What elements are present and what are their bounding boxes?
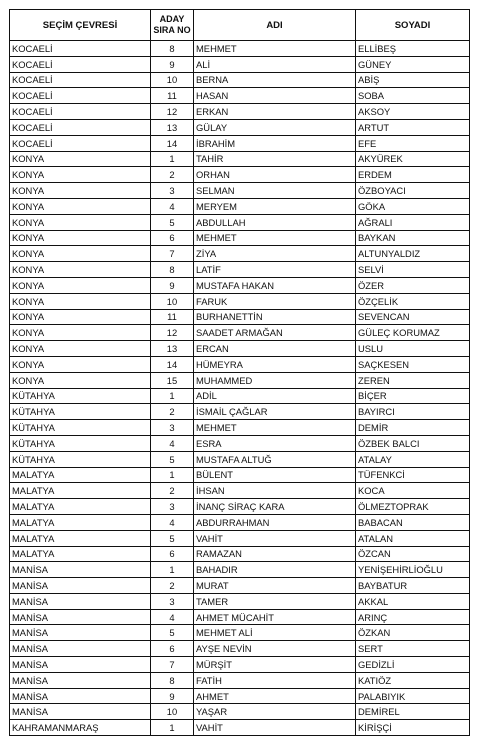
cell-adi: LATİF <box>194 262 356 278</box>
cell-soyadi: ATALAN <box>356 530 470 546</box>
cell-secim-cevresi: KONYA <box>10 277 151 293</box>
cell-sira-no: 3 <box>151 183 194 199</box>
cell-secim-cevresi: KAHRAMANMARAŞ <box>10 720 151 736</box>
table-row <box>10 41 470 57</box>
table-row <box>10 420 470 436</box>
cell-soyadi: ARINÇ <box>356 609 470 625</box>
cell-secim-cevresi: KONYA <box>10 356 151 372</box>
table-row <box>10 435 470 451</box>
cell-adi: İNANÇ SİRAÇ KARA <box>194 499 356 515</box>
cell-adi: BÜLENT <box>194 467 356 483</box>
table-row <box>10 356 470 372</box>
table-row <box>10 609 470 625</box>
cell-adi: İBRAHİM <box>194 135 356 151</box>
cell-sira-no: 7 <box>151 246 194 262</box>
table-row <box>10 56 470 72</box>
cell-sira-no: 1 <box>151 467 194 483</box>
table-row <box>10 514 470 530</box>
cell-secim-cevresi: KONYA <box>10 183 151 199</box>
cell-adi: AHMET <box>194 688 356 704</box>
cell-adi: RAMAZAN <box>194 546 356 562</box>
cell-soyadi: ÖZKAN <box>356 625 470 641</box>
cell-soyadi: DEMİREL <box>356 704 470 720</box>
cell-adi: ORHAN <box>194 167 356 183</box>
table-row <box>10 499 470 515</box>
cell-soyadi: ABİŞ <box>356 72 470 88</box>
cell-sira-no: 3 <box>151 593 194 609</box>
cell-adi: FATİH <box>194 672 356 688</box>
cell-secim-cevresi: MANİSA <box>10 578 151 594</box>
cell-sira-no: 8 <box>151 672 194 688</box>
table-body <box>10 41 470 736</box>
cell-secim-cevresi: MANİSA <box>10 672 151 688</box>
cell-soyadi: DEMİR <box>356 420 470 436</box>
cell-sira-no: 11 <box>151 88 194 104</box>
cell-sira-no: 2 <box>151 404 194 420</box>
cell-soyadi: ZEREN <box>356 372 470 388</box>
header-row <box>10 10 470 41</box>
cell-sira-no: 13 <box>151 341 194 357</box>
cell-soyadi: BAYIRCI <box>356 404 470 420</box>
header-soyadi: SOYADI <box>356 10 470 41</box>
cell-sira-no: 4 <box>151 609 194 625</box>
table-row <box>10 135 470 151</box>
cell-secim-cevresi: MANİSA <box>10 641 151 657</box>
cell-secim-cevresi: MALATYA <box>10 499 151 515</box>
cell-secim-cevresi: KONYA <box>10 341 151 357</box>
cell-soyadi: ÖLMEZTOPRAK <box>356 499 470 515</box>
cell-sira-no: 14 <box>151 135 194 151</box>
table-row <box>10 404 470 420</box>
cell-sira-no: 2 <box>151 578 194 594</box>
cell-adi: MERYEM <box>194 198 356 214</box>
cell-soyadi: ÖZER <box>356 277 470 293</box>
cell-sira-no: 9 <box>151 688 194 704</box>
cell-secim-cevresi: KOCAELİ <box>10 104 151 120</box>
cell-adi: ZİYA <box>194 246 356 262</box>
cell-soyadi: KİRİŞÇİ <box>356 720 470 736</box>
cell-sira-no: 2 <box>151 483 194 499</box>
table-row <box>10 530 470 546</box>
cell-soyadi: ÖZBEK BALCI <box>356 435 470 451</box>
table-row <box>10 325 470 341</box>
cell-soyadi: TÜFENKCİ <box>356 467 470 483</box>
cell-adi: AYŞE NEVİN <box>194 641 356 657</box>
candidate-list-sheet <box>9 9 469 736</box>
cell-adi: BURHANETTİN <box>194 309 356 325</box>
cell-soyadi: SERT <box>356 641 470 657</box>
cell-soyadi: AKSOY <box>356 104 470 120</box>
cell-secim-cevresi: KONYA <box>10 230 151 246</box>
cell-soyadi: AĞRALI <box>356 214 470 230</box>
cell-soyadi: ATALAY <box>356 451 470 467</box>
cell-adi: ABDURRAHMAN <box>194 514 356 530</box>
cell-adi: İHSAN <box>194 483 356 499</box>
cell-soyadi: ÖZCAN <box>356 546 470 562</box>
cell-sira-no: 3 <box>151 499 194 515</box>
table-row <box>10 593 470 609</box>
cell-sira-no: 3 <box>151 420 194 436</box>
table-row <box>10 262 470 278</box>
cell-soyadi: GEDİZLİ <box>356 657 470 673</box>
cell-adi: VAHİT <box>194 720 356 736</box>
cell-sira-no: 2 <box>151 167 194 183</box>
cell-sira-no: 10 <box>151 293 194 309</box>
cell-secim-cevresi: KONYA <box>10 198 151 214</box>
cell-secim-cevresi: KONYA <box>10 293 151 309</box>
cell-sira-no: 12 <box>151 325 194 341</box>
cell-secim-cevresi: KOCAELİ <box>10 72 151 88</box>
cell-secim-cevresi: KONYA <box>10 167 151 183</box>
cell-sira-no: 5 <box>151 451 194 467</box>
cell-sira-no: 6 <box>151 641 194 657</box>
cell-sira-no: 8 <box>151 41 194 57</box>
table-row <box>10 198 470 214</box>
table-row <box>10 704 470 720</box>
cell-adi: İSMAİL ÇAĞLAR <box>194 404 356 420</box>
table-row <box>10 388 470 404</box>
cell-sira-no: 10 <box>151 704 194 720</box>
cell-secim-cevresi: KÜTAHYA <box>10 435 151 451</box>
table-row <box>10 372 470 388</box>
cell-soyadi: SAÇKESEN <box>356 356 470 372</box>
cell-secim-cevresi: KÜTAHYA <box>10 404 151 420</box>
cell-adi: MUSTAFA ALTUĞ <box>194 451 356 467</box>
table-row <box>10 467 470 483</box>
table-row <box>10 230 470 246</box>
cell-sira-no: 6 <box>151 546 194 562</box>
cell-sira-no: 10 <box>151 72 194 88</box>
cell-sira-no: 4 <box>151 435 194 451</box>
table-row <box>10 183 470 199</box>
cell-sira-no: 1 <box>151 720 194 736</box>
cell-adi: TAMER <box>194 593 356 609</box>
cell-soyadi: AKYÜREK <box>356 151 470 167</box>
table-row <box>10 578 470 594</box>
cell-sira-no: 4 <box>151 198 194 214</box>
cell-soyadi: BİÇER <box>356 388 470 404</box>
table-row <box>10 562 470 578</box>
cell-adi: ERKAN <box>194 104 356 120</box>
cell-sira-no: 9 <box>151 56 194 72</box>
cell-adi: MEHMET <box>194 230 356 246</box>
cell-soyadi: SOBA <box>356 88 470 104</box>
cell-secim-cevresi: KÜTAHYA <box>10 420 151 436</box>
cell-adi: TAHİR <box>194 151 356 167</box>
candidate-table <box>9 9 470 736</box>
cell-adi: FARUK <box>194 293 356 309</box>
cell-sira-no: 5 <box>151 214 194 230</box>
table-row <box>10 88 470 104</box>
cell-secim-cevresi: KOCAELİ <box>10 88 151 104</box>
cell-soyadi: AKKAL <box>356 593 470 609</box>
cell-sira-no: 13 <box>151 119 194 135</box>
table-row <box>10 104 470 120</box>
cell-adi: ALİ <box>194 56 356 72</box>
cell-secim-cevresi: KÜTAHYA <box>10 451 151 467</box>
cell-secim-cevresi: MALATYA <box>10 483 151 499</box>
table-row <box>10 277 470 293</box>
cell-adi: ADİL <box>194 388 356 404</box>
cell-secim-cevresi: MANİSA <box>10 609 151 625</box>
header-aday-line2: SIRA NO <box>153 25 191 35</box>
cell-adi: ERCAN <box>194 341 356 357</box>
cell-soyadi: YENİŞEHİRLİOĞLU <box>356 562 470 578</box>
cell-adi: MÜRŞİT <box>194 657 356 673</box>
header-aday-line1: ADAY <box>159 14 185 24</box>
cell-secim-cevresi: KOCAELİ <box>10 119 151 135</box>
cell-soyadi: BABACAN <box>356 514 470 530</box>
cell-soyadi: KOCA <box>356 483 470 499</box>
cell-soyadi: BAYBATUR <box>356 578 470 594</box>
cell-secim-cevresi: MALATYA <box>10 467 151 483</box>
cell-adi: HÜMEYRA <box>194 356 356 372</box>
cell-sira-no: 1 <box>151 562 194 578</box>
cell-secim-cevresi: MANİSA <box>10 562 151 578</box>
cell-adi: BAHADIR <box>194 562 356 578</box>
table-row <box>10 625 470 641</box>
cell-soyadi: ÖZÇELİK <box>356 293 470 309</box>
cell-sira-no: 9 <box>151 277 194 293</box>
cell-sira-no: 1 <box>151 151 194 167</box>
cell-soyadi: GÖKA <box>356 198 470 214</box>
cell-soyadi: ARTUT <box>356 119 470 135</box>
cell-secim-cevresi: KONYA <box>10 325 151 341</box>
cell-adi: MEHMET <box>194 420 356 436</box>
table-row <box>10 214 470 230</box>
cell-soyadi: GÜLEÇ KORUMAZ <box>356 325 470 341</box>
cell-soyadi: SELVİ <box>356 262 470 278</box>
cell-adi: YAŞAR <box>194 704 356 720</box>
header-secim-cevresi: SEÇİM ÇEVRESİ <box>10 10 151 41</box>
cell-secim-cevresi: MANİSA <box>10 625 151 641</box>
cell-secim-cevresi: MANİSA <box>10 657 151 673</box>
cell-secim-cevresi: MANİSA <box>10 688 151 704</box>
cell-sira-no: 7 <box>151 657 194 673</box>
cell-secim-cevresi: KONYA <box>10 214 151 230</box>
table-row <box>10 72 470 88</box>
cell-adi: VAHİT <box>194 530 356 546</box>
cell-secim-cevresi: KONYA <box>10 262 151 278</box>
table-row <box>10 641 470 657</box>
cell-adi: MUSTAFA HAKAN <box>194 277 356 293</box>
cell-adi: SAADET ARMAĞAN <box>194 325 356 341</box>
table-row <box>10 657 470 673</box>
cell-secim-cevresi: MALATYA <box>10 546 151 562</box>
cell-adi: SELMAN <box>194 183 356 199</box>
cell-adi: ABDULLAH <box>194 214 356 230</box>
cell-adi: MUHAMMED <box>194 372 356 388</box>
cell-sira-no: 12 <box>151 104 194 120</box>
cell-secim-cevresi: KONYA <box>10 151 151 167</box>
table-row <box>10 451 470 467</box>
cell-soyadi: BAYKAN <box>356 230 470 246</box>
table-row <box>10 293 470 309</box>
cell-secim-cevresi: KOCAELİ <box>10 41 151 57</box>
cell-sira-no: 11 <box>151 309 194 325</box>
cell-secim-cevresi: KONYA <box>10 246 151 262</box>
table-header <box>10 10 470 41</box>
cell-adi: BERNA <box>194 72 356 88</box>
cell-sira-no: 14 <box>151 356 194 372</box>
cell-soyadi: ERDEM <box>356 167 470 183</box>
header-adi: ADI <box>194 10 356 41</box>
cell-soyadi: ÖZBOYACI <box>356 183 470 199</box>
table-row <box>10 341 470 357</box>
cell-soyadi: EFE <box>356 135 470 151</box>
cell-soyadi: ALTUNYALDIZ <box>356 246 470 262</box>
cell-sira-no: 1 <box>151 388 194 404</box>
cell-secim-cevresi: KÜTAHYA <box>10 388 151 404</box>
table-row <box>10 309 470 325</box>
cell-secim-cevresi: KOCAELİ <box>10 56 151 72</box>
cell-secim-cevresi: KONYA <box>10 309 151 325</box>
header-aday-sira-no <box>151 10 194 41</box>
table-row <box>10 151 470 167</box>
table-row <box>10 672 470 688</box>
cell-sira-no: 4 <box>151 514 194 530</box>
cell-soyadi: SEVENCAN <box>356 309 470 325</box>
cell-sira-no: 15 <box>151 372 194 388</box>
cell-sira-no: 5 <box>151 530 194 546</box>
cell-soyadi: USLU <box>356 341 470 357</box>
cell-adi: HASAN <box>194 88 356 104</box>
cell-soyadi: KATIÖZ <box>356 672 470 688</box>
cell-sira-no: 6 <box>151 230 194 246</box>
table-row <box>10 720 470 736</box>
cell-secim-cevresi: KONYA <box>10 372 151 388</box>
cell-soyadi: ELLİBEŞ <box>356 41 470 57</box>
cell-adi: MEHMET ALİ <box>194 625 356 641</box>
cell-soyadi: GÜNEY <box>356 56 470 72</box>
table-row <box>10 246 470 262</box>
cell-adi: ESRA <box>194 435 356 451</box>
table-row <box>10 688 470 704</box>
cell-secim-cevresi: MALATYA <box>10 530 151 546</box>
cell-sira-no: 5 <box>151 625 194 641</box>
cell-adi: MEHMET <box>194 41 356 57</box>
cell-secim-cevresi: MANİSA <box>10 593 151 609</box>
cell-secim-cevresi: MALATYA <box>10 514 151 530</box>
cell-secim-cevresi: MANİSA <box>10 704 151 720</box>
cell-sira-no: 8 <box>151 262 194 278</box>
table-row <box>10 119 470 135</box>
table-row <box>10 167 470 183</box>
cell-secim-cevresi: KOCAELİ <box>10 135 151 151</box>
table-row <box>10 546 470 562</box>
cell-adi: MURAT <box>194 578 356 594</box>
cell-soyadi: PALABIYIK <box>356 688 470 704</box>
cell-adi: AHMET MÜCAHİT <box>194 609 356 625</box>
table-row <box>10 483 470 499</box>
cell-adi: GÜLAY <box>194 119 356 135</box>
